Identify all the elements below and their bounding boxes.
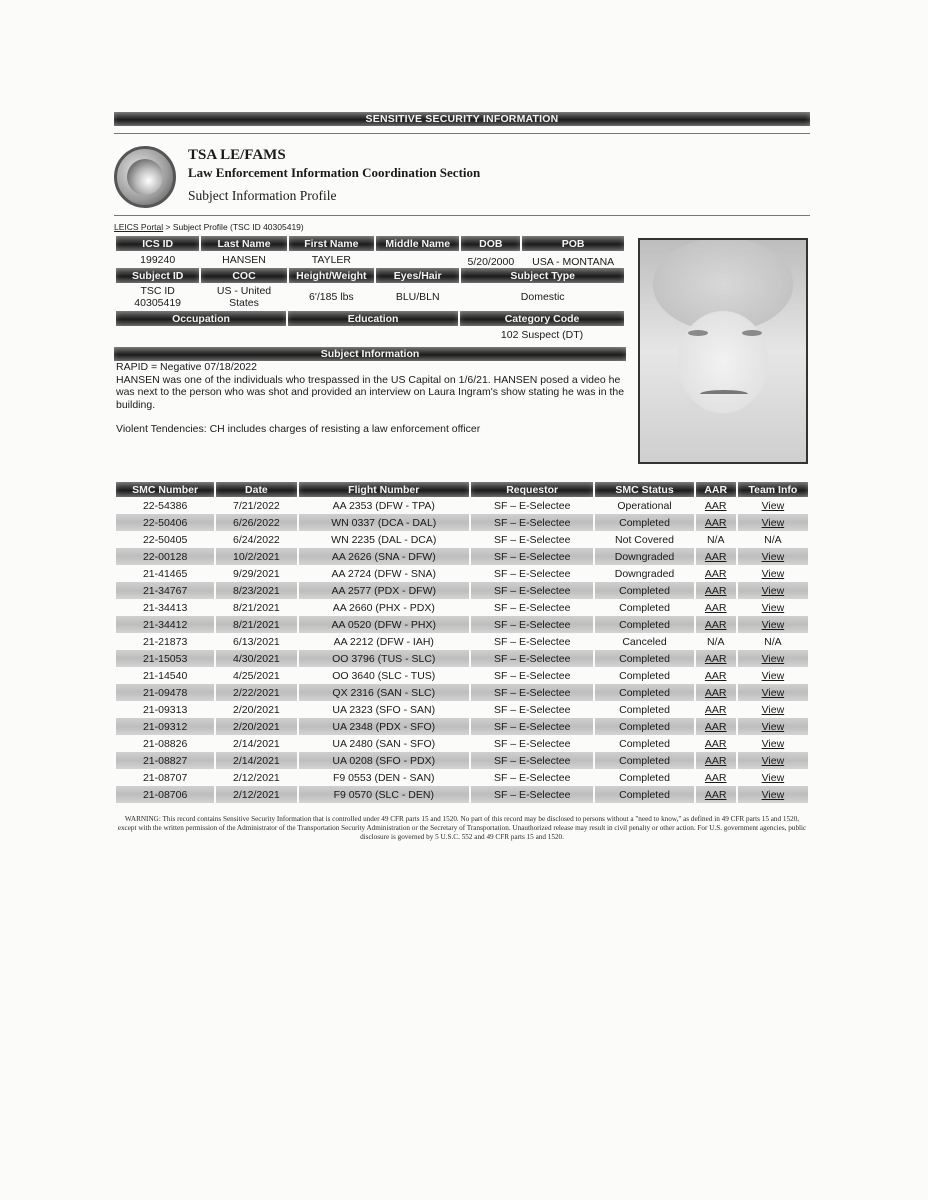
aar-link[interactable]: AAR <box>704 771 727 784</box>
team-info-view-link[interactable]: View <box>761 771 785 784</box>
flight-number-cell: F9 0570 (SLC - DEN) <box>299 786 470 803</box>
smc-status-cell: Canceled <box>622 635 667 648</box>
smc-status-cell: Downgraded <box>614 567 675 580</box>
header-smc-number: SMC Number <box>116 482 214 497</box>
smc-status-cell: Completed <box>619 601 670 614</box>
aar-cell <box>696 514 736 531</box>
divider <box>114 133 810 134</box>
team-info-cell <box>738 599 808 616</box>
team-info-cell <box>738 565 808 582</box>
smc-number-cell: 21-21873 <box>142 635 188 648</box>
requestor-cell: SF – E-Selectee <box>471 786 593 803</box>
smc-number-cell: 22-54386 <box>142 499 188 512</box>
flight-row <box>116 531 808 548</box>
smc-number-cell: 21-08706 <box>116 786 214 803</box>
flight-row <box>116 752 808 769</box>
flight-number-cell: UA 0208 (SFO - PDX) <box>299 752 470 769</box>
aar-link[interactable]: AAR <box>704 499 727 512</box>
requestor-cell: SF – E-Selectee <box>471 514 593 531</box>
team-info-cell <box>738 650 808 667</box>
subject-information-header: Subject Information <box>114 347 626 361</box>
aar-cell <box>696 769 736 786</box>
smc-status-cell: Completed <box>619 737 670 750</box>
aar-link[interactable]: AAR <box>704 516 727 529</box>
smc-status-cell: Completed <box>595 582 693 599</box>
header-requestor: Requestor <box>471 482 593 497</box>
header-category-code: Category Code <box>460 311 624 326</box>
subject-narrative: HANSEN was one of the individuals who trespassed in the US Capital on 1/6/21. HANSEN posed a video he was next to the person who was shot and provided an interview on Laura Ingram's show stating he was in the building. <box>116 373 625 411</box>
flight-history-table <box>114 482 810 803</box>
aar-link[interactable]: AAR <box>704 686 727 699</box>
date-cell: 2/12/2021 <box>216 786 296 803</box>
document-header <box>114 139 810 215</box>
team-info-view-link[interactable]: View <box>761 703 785 716</box>
aar-link[interactable]: AAR <box>704 550 727 563</box>
flight-row <box>116 650 808 667</box>
flight-row <box>116 565 808 582</box>
team-info-cell <box>738 582 808 599</box>
aar-link[interactable]: AAR <box>704 754 727 767</box>
aar-cell <box>696 701 736 718</box>
smc-number-cell: 21-09478 <box>116 684 214 701</box>
org-title: TSA LE/FAMS <box>188 147 286 163</box>
flight-number-cell: AA 0520 (DFW - PHX) <box>299 616 470 633</box>
value-category-code: 102 Suspect (DT) <box>500 328 584 341</box>
requestor-cell: SF – E-Selectee <box>493 771 571 784</box>
date-cell: 8/21/2021 <box>216 616 296 633</box>
aar-cell <box>696 565 736 582</box>
team-info-cell <box>738 769 808 786</box>
subject-information-body <box>114 361 626 436</box>
team-info-cell <box>738 752 808 769</box>
value-first-name: TAYLER <box>311 253 352 266</box>
smc-status-cell: Completed <box>595 616 693 633</box>
section-title: Law Enforcement Information Coordination Section <box>188 165 481 180</box>
smc-status-cell: Completed <box>595 684 693 701</box>
date-cell: 4/25/2021 <box>233 669 280 682</box>
flight-number-cell: AA 2212 (DFW - IAH) <box>333 635 434 648</box>
smc-number-cell: 21-08826 <box>142 737 188 750</box>
date-cell: 8/21/2021 <box>233 601 280 614</box>
header-last-name: Last Name <box>201 236 286 251</box>
requestor-cell: SF – E-Selectee <box>493 703 571 716</box>
violent-tendencies: Violent Tendencies: CH includes charges of resisting a law enforcement officer <box>116 423 481 435</box>
photo-eye-left <box>688 330 708 336</box>
value-subject-id: TSC ID 40305419 <box>134 285 182 309</box>
date-cell: 2/22/2021 <box>216 684 296 701</box>
flight-row <box>116 514 808 531</box>
flight-number-cell: UA 2480 (SAN - SFO) <box>332 737 436 750</box>
team-info-cell: N/A <box>764 635 782 648</box>
smc-number-cell: 21-14540 <box>142 669 188 682</box>
team-info-cell <box>738 786 808 803</box>
flight-number-cell: AA 2626 (SNA - DFW) <box>299 548 470 565</box>
aar-cell <box>696 752 736 769</box>
requestor-cell: SF – E-Selectee <box>493 533 571 546</box>
team-info-cell <box>738 667 808 684</box>
ssi-warning-footer: WARNING: This record contains Sensitive Security Information that is controlled under 49 CFR parts 15 and 1520. No part of this record may be disclosed to persons without a "need to know," as defined in 49 CFR parts 15 and 1520, except with the written permission of the Administrator of the Transportation Security Administration or the Secretary of Transportation. Unauthorized release may result in civil penalty or other action. For U.S. government agencies, public disclosure is governed by 5 U.S.C. 552 and 49 CFR parts 15 and 1520. <box>117 815 807 841</box>
smc-number-cell: 21-41465 <box>142 567 188 580</box>
requestor-cell: SF – E-Selectee <box>471 684 593 701</box>
smc-number-cell: 21-08827 <box>116 752 214 769</box>
team-info-view-link[interactable]: View <box>761 499 785 512</box>
date-cell: 8/23/2021 <box>216 582 296 599</box>
team-info-cell: N/A <box>764 533 782 546</box>
team-info-view-link[interactable]: View <box>761 584 785 597</box>
team-info-cell <box>738 684 808 701</box>
smc-status-cell: Downgraded <box>595 548 693 565</box>
divider <box>114 215 810 216</box>
header-eyes-hair: Eyes/Hair <box>376 268 459 283</box>
team-info-cell <box>738 701 808 718</box>
smc-number-cell: 21-34767 <box>116 582 214 599</box>
team-info-cell <box>738 514 808 531</box>
header-pob: POB <box>522 236 624 251</box>
flight-row <box>116 497 808 514</box>
requestor-cell: SF – E-Selectee <box>493 601 571 614</box>
rapid-result: RAPID = Negative 07/18/2022 <box>116 361 257 373</box>
requestor-cell: SF – E-Selectee <box>471 582 593 599</box>
date-cell: 6/13/2021 <box>233 635 280 648</box>
team-info-view-link[interactable]: View <box>761 754 785 767</box>
team-info-view-link[interactable]: View <box>761 686 785 699</box>
header-subject-id: Subject ID <box>116 268 199 283</box>
aar-link[interactable]: AAR <box>704 601 727 614</box>
smc-status-cell: Completed <box>619 771 670 784</box>
team-info-view-link[interactable]: View <box>761 669 785 682</box>
smc-status-cell: Completed <box>595 514 693 531</box>
value-eyes-hair: BLU/BLN <box>395 291 440 303</box>
flight-row <box>116 786 808 803</box>
photo-eye-right <box>742 330 762 336</box>
flight-number-cell: WN 2235 (DAL - DCA) <box>331 533 437 546</box>
page-subtitle: Subject Information Profile <box>188 188 337 203</box>
flight-number-cell: OO 3796 (TUS - SLC) <box>299 650 470 667</box>
flight-row <box>116 616 808 633</box>
header-first-name: First Name <box>289 236 374 251</box>
smc-status-cell: Operational <box>617 499 672 512</box>
header-middle-name: Middle Name <box>376 236 459 251</box>
value-pob: USA - MONTANA <box>532 256 615 268</box>
value-ics-id: 199240 <box>140 253 176 266</box>
aar-cell: N/A <box>706 635 725 648</box>
team-info-view-link[interactable]: View <box>761 567 785 580</box>
header-occupation: Occupation <box>116 311 286 326</box>
team-info-cell <box>738 548 808 565</box>
aar-link[interactable]: AAR <box>704 669 727 682</box>
value-dob: 5/20/2000 <box>467 256 515 268</box>
date-cell: 7/21/2022 <box>233 499 280 512</box>
header-dob: DOB <box>461 236 520 251</box>
aar-link[interactable]: AAR <box>704 652 727 665</box>
flight-number-cell: UA 2348 (PDX - SFO) <box>299 718 470 735</box>
smc-number-cell: 22-50406 <box>116 514 214 531</box>
flight-number-cell: AA 2660 (PHX - PDX) <box>332 601 435 614</box>
subject-photo-icon <box>638 238 808 464</box>
photo-mouth <box>700 390 748 398</box>
aar-cell <box>696 497 736 514</box>
header-titles <box>188 147 480 207</box>
aar-link[interactable]: AAR <box>704 788 727 801</box>
smc-status-cell: Not Covered <box>615 533 674 546</box>
smc-status-cell: Completed <box>595 650 693 667</box>
value-subject-type: Domestic <box>520 291 565 303</box>
date-cell: 2/20/2021 <box>233 703 280 716</box>
flight-number-cell: AA 2724 (DFW - SNA) <box>331 567 436 580</box>
requestor-cell: SF – E-Selectee <box>493 635 571 648</box>
breadcrumb-separator: > <box>165 222 171 232</box>
profile-section <box>114 236 810 464</box>
flight-row <box>116 633 808 650</box>
aar-link[interactable]: AAR <box>704 703 727 716</box>
team-info-view-link[interactable]: View <box>761 737 785 750</box>
team-info-view-link[interactable]: View <box>761 516 785 529</box>
flight-row <box>116 701 808 718</box>
date-cell: 6/26/2022 <box>216 514 296 531</box>
aar-cell <box>696 667 736 684</box>
smc-number-cell: 21-09313 <box>142 703 188 716</box>
date-cell: 10/2/2021 <box>216 548 296 565</box>
flight-number-cell: AA 2353 (DFW - TPA) <box>332 499 435 512</box>
aar-cell <box>696 650 736 667</box>
aar-cell <box>696 548 736 565</box>
requestor-cell: SF – E-Selectee <box>493 737 571 750</box>
flight-row <box>116 582 808 599</box>
team-info-view-link[interactable]: View <box>761 550 785 563</box>
smc-status-cell: Completed <box>619 669 670 682</box>
date-cell: 2/12/2021 <box>233 771 280 784</box>
requestor-cell: SF – E-Selectee <box>471 548 593 565</box>
smc-number-cell: 21-15053 <box>116 650 214 667</box>
flight-table-header <box>116 482 808 497</box>
aar-cell <box>696 582 736 599</box>
aar-cell: N/A <box>706 533 725 546</box>
team-info-view-link[interactable]: View <box>761 788 785 801</box>
smc-number-cell: 21-34413 <box>142 601 188 614</box>
aar-link[interactable]: AAR <box>704 720 727 733</box>
team-info-view-link[interactable]: View <box>761 601 785 614</box>
team-info-cell <box>738 616 808 633</box>
flight-rows <box>116 497 808 803</box>
smc-number-cell: 22-00128 <box>116 548 214 565</box>
aar-link[interactable]: AAR <box>704 584 727 597</box>
value-last-name: HANSEN <box>222 253 266 266</box>
date-cell: 2/20/2021 <box>216 718 296 735</box>
requestor-cell: SF – E-Selectee <box>493 499 571 512</box>
profile-table-row1 <box>114 236 626 268</box>
value-height-weight: 6'/185 lbs <box>309 291 354 303</box>
value-coc: US - United States <box>216 285 272 309</box>
agency-seal-icon <box>114 146 176 208</box>
flight-number-cell: AA 2577 (PDX - DFW) <box>299 582 470 599</box>
requestor-cell: SF – E-Selectee <box>493 567 571 580</box>
flight-number-cell: WN 0337 (DCA - DAL) <box>299 514 470 531</box>
flight-row <box>116 769 808 786</box>
team-info-view-link[interactable]: View <box>761 652 785 665</box>
aar-cell <box>696 684 736 701</box>
subject-profile-document <box>114 112 810 842</box>
flight-number-cell: F9 0553 (DEN - SAN) <box>333 771 435 784</box>
date-cell: 4/30/2021 <box>216 650 296 667</box>
header-coc: COC <box>201 268 286 283</box>
smc-status-cell: Completed <box>595 786 693 803</box>
flight-row <box>116 667 808 684</box>
smc-number-cell: 21-09312 <box>116 718 214 735</box>
smc-status-cell: Completed <box>595 752 693 769</box>
date-cell: 2/14/2021 <box>216 752 296 769</box>
flight-row <box>116 684 808 701</box>
flight-number-cell: UA 2323 (SFO - SAN) <box>332 703 436 716</box>
aar-cell <box>696 718 736 735</box>
header-ics-id: ICS ID <box>116 236 199 251</box>
team-info-view-link[interactable]: View <box>761 618 785 631</box>
header-flight-number: Flight Number <box>299 482 470 497</box>
flight-number-cell: OO 3640 (SLC - TUS) <box>332 669 436 682</box>
header-smc-status: SMC Status <box>595 482 693 497</box>
aar-cell <box>696 786 736 803</box>
value-occupation <box>116 326 286 343</box>
breadcrumb <box>114 222 810 232</box>
requestor-cell: SF – E-Selectee <box>471 752 593 769</box>
team-info-view-link[interactable]: View <box>761 720 785 733</box>
breadcrumb-current: Subject Profile (TSC ID 40305419) <box>172 222 304 232</box>
profile-table-row3 <box>114 311 626 343</box>
smc-status-cell: Completed <box>619 703 670 716</box>
date-cell: 6/24/2022 <box>233 533 280 546</box>
requestor-cell: SF – E-Selectee <box>471 616 593 633</box>
date-cell: 9/29/2021 <box>233 567 280 580</box>
breadcrumb-leics-portal-link[interactable]: LEICS Portal <box>114 222 164 232</box>
requestor-cell: SF – E-Selectee <box>493 669 571 682</box>
flight-row <box>116 599 808 616</box>
team-info-cell <box>738 497 808 514</box>
smc-status-cell: Completed <box>595 718 693 735</box>
sensitive-security-banner: SENSITIVE SECURITY INFORMATION <box>114 112 810 126</box>
smc-number-cell: 22-50405 <box>142 533 188 546</box>
aar-link[interactable]: AAR <box>704 618 727 631</box>
team-info-cell <box>738 718 808 735</box>
aar-link[interactable]: AAR <box>704 737 727 750</box>
header-height-weight: Height/Weight <box>289 268 374 283</box>
profile-fields <box>114 236 626 464</box>
flight-row <box>116 548 808 565</box>
aar-link[interactable]: AAR <box>704 567 727 580</box>
value-education <box>288 326 458 343</box>
smc-number-cell: 21-34412 <box>116 616 214 633</box>
header-aar: AAR <box>696 482 736 497</box>
smc-number-cell: 21-08707 <box>142 771 188 784</box>
requestor-cell: SF – E-Selectee <box>471 650 593 667</box>
requestor-cell: SF – E-Selectee <box>471 718 593 735</box>
aar-cell <box>696 735 736 752</box>
header-date: Date <box>216 482 296 497</box>
aar-cell <box>696 616 736 633</box>
team-info-cell <box>738 735 808 752</box>
value-middle-name <box>376 251 459 268</box>
profile-table-row2 <box>114 268 626 311</box>
date-cell: 2/14/2021 <box>233 737 280 750</box>
aar-cell <box>696 599 736 616</box>
header-team-info: Team Info <box>738 482 808 497</box>
flight-row <box>116 718 808 735</box>
flight-row <box>116 735 808 752</box>
header-education: Education <box>288 311 458 326</box>
flight-number-cell: QX 2316 (SAN - SLC) <box>299 684 470 701</box>
header-subject-type: Subject Type <box>461 268 624 283</box>
